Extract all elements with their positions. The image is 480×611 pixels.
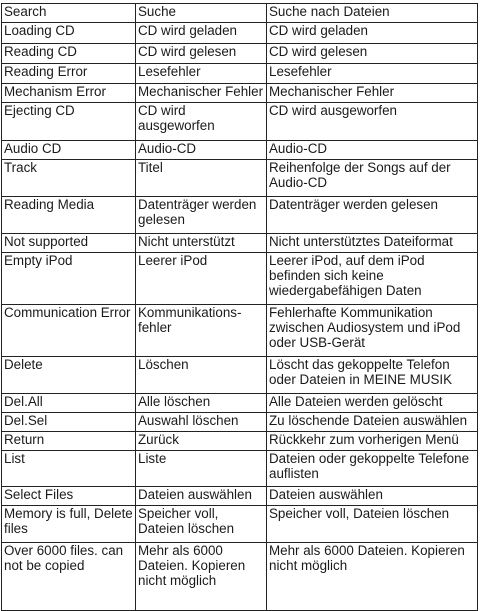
english-cell: Audio CD	[2, 141, 136, 160]
german-cell: CD wird gelesen	[136, 44, 267, 64]
german-cell: Alle löschen	[136, 394, 267, 413]
english-cell: Select Files	[2, 487, 136, 506]
german-cell: CD wird geladen	[136, 23, 267, 44]
german-cell: Löschen	[136, 357, 267, 394]
german-cell: Datenträger werden gelesen	[136, 197, 267, 234]
german-cell: Zurück	[136, 432, 267, 451]
table-row	[2, 394, 478, 413]
description-cell: Leerer iPod, auf dem iPod befinden sich keine wiedergabefähigen Daten	[267, 253, 478, 305]
table-row	[2, 413, 478, 432]
description-cell: Nicht unterstütztes Dateiformat	[267, 234, 478, 253]
table-row	[2, 487, 478, 506]
description-cell: Mechanischer Fehler	[267, 84, 478, 103]
german-cell: Mehr als 6000 Dateien. Kopieren nicht möglich	[136, 543, 267, 611]
german-cell: Suche	[136, 4, 267, 23]
german-cell: Lesefehler	[136, 64, 267, 84]
table-row	[2, 141, 478, 160]
english-cell: Track	[2, 160, 136, 197]
description-cell: Reihenfolge der Songs auf der Audio-CD	[267, 160, 478, 197]
english-cell: Memory is full, Delete files	[2, 506, 136, 543]
english-cell: Delete	[2, 357, 136, 394]
english-cell: Communication Error	[2, 305, 136, 357]
description-cell: CD wird gelesen	[267, 44, 478, 64]
description-cell: Dateien oder gekoppelte Telefone auflisten	[267, 451, 478, 487]
description-cell: Fehlerhafte Kommunikation zwischen Audiosystem und iPod oder USB-Gerät	[267, 305, 478, 357]
table-row	[2, 506, 478, 543]
english-cell: List	[2, 451, 136, 487]
english-cell: Del.Sel	[2, 413, 136, 432]
german-cell: Dateien auswählen	[136, 487, 267, 506]
table-row	[2, 432, 478, 451]
english-cell: Mechanism Error	[2, 84, 136, 103]
table-row	[2, 160, 478, 197]
table-row	[2, 103, 478, 141]
english-cell: Return	[2, 432, 136, 451]
german-cell: Liste	[136, 451, 267, 487]
english-cell: Reading Media	[2, 197, 136, 234]
message-translation-table	[1, 3, 478, 611]
description-cell: CD wird geladen	[267, 23, 478, 44]
description-cell: Datenträger werden gelesen	[267, 197, 478, 234]
table-row	[2, 305, 478, 357]
description-cell: Rückkehr zum vorherigen Menü	[267, 432, 478, 451]
description-cell: Speicher voll, Dateien löschen	[267, 506, 478, 543]
table-row	[2, 253, 478, 305]
description-cell: Lesefehler	[267, 64, 478, 84]
english-cell: Over 6000 files. can not be copied	[2, 543, 136, 611]
description-cell: Mehr als 6000 Dateien. Kopieren nicht möglich	[267, 543, 478, 611]
description-cell: Suche nach Dateien	[267, 4, 478, 23]
english-cell: Empty iPod	[2, 253, 136, 305]
table-row	[2, 197, 478, 234]
german-cell: Nicht unterstützt	[136, 234, 267, 253]
description-cell: Audio-CD	[267, 141, 478, 160]
german-cell: Speicher voll, Dateien löschen	[136, 506, 267, 543]
description-cell: Alle Dateien werden gelöscht	[267, 394, 478, 413]
description-cell: Löscht das gekoppelte Telefon oder Dateien in MEINE MUSIK	[267, 357, 478, 394]
english-cell: Del.All	[2, 394, 136, 413]
table-row	[2, 4, 478, 23]
table-row	[2, 543, 478, 611]
german-cell: Leerer iPod	[136, 253, 267, 305]
german-cell: CD wird ausgeworfen	[136, 103, 267, 141]
english-cell: Reading CD	[2, 44, 136, 64]
table-row	[2, 234, 478, 253]
table-row	[2, 357, 478, 394]
description-cell: Zu löschende Dateien auswählen	[267, 413, 478, 432]
table-row	[2, 84, 478, 103]
english-cell: Loading CD	[2, 23, 136, 44]
table-row	[2, 451, 478, 487]
german-cell: Audio-CD	[136, 141, 267, 160]
english-cell: Search	[2, 4, 136, 23]
english-cell: Reading Error	[2, 64, 136, 84]
german-cell: Mechanischer Fehler	[136, 84, 267, 103]
german-cell: Kommunikations-fehler	[136, 305, 267, 357]
english-cell: Not supported	[2, 234, 136, 253]
table-row	[2, 23, 478, 44]
table-row	[2, 64, 478, 84]
description-cell: CD wird ausgeworfen	[267, 103, 478, 141]
german-cell: Titel	[136, 160, 267, 197]
description-cell: Dateien auswählen	[267, 487, 478, 506]
english-cell: Ejecting CD	[2, 103, 136, 141]
table-row	[2, 44, 478, 64]
german-cell: Auswahl löschen	[136, 413, 267, 432]
